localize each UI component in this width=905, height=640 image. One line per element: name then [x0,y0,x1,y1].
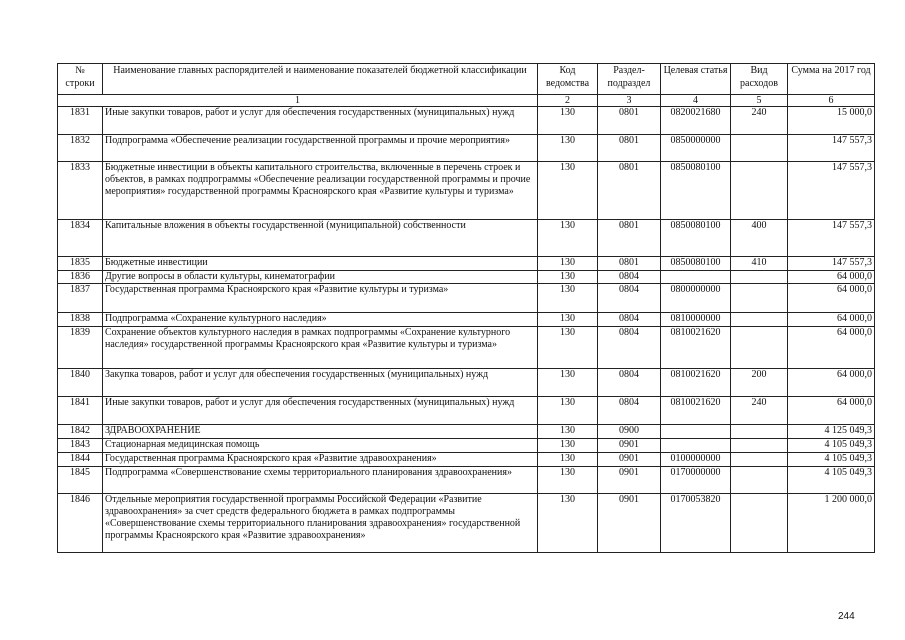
row-sum: 147 557,3 [788,162,875,220]
row-expense-type [731,327,788,369]
row-section: 0901 [598,439,661,453]
header-row-number: № строки [58,64,103,95]
row-number: 1833 [58,162,103,220]
row-expense-type [731,439,788,453]
row-name: Бюджетные инвестиции в объекты капитального строительства, включенные в перечень строек и объектов, в рамках подпрограммы «Обеспечение реализации государственной программы и прочие мероприятия» государственной программы Красноярского края «Развитие культуры и туризма» [103,162,538,220]
column-index-row [58,95,875,107]
row-target [661,439,731,453]
row-number: 1845 [58,467,103,494]
table-row [58,425,875,439]
row-section: 0901 [598,494,661,553]
column-index: 2 [538,95,598,107]
table-row [58,327,875,369]
row-number: 1844 [58,453,103,467]
column-index: 3 [598,95,661,107]
row-section: 0801 [598,162,661,220]
row-section: 0801 [598,220,661,257]
page-number: 244 [838,611,855,622]
row-section: 0804 [598,313,661,327]
row-sum: 4 105 049,3 [788,467,875,494]
row-name: Иные закупки товаров, работ и услуг для обеспечения государственных (муниципальных) нужд [103,397,538,425]
header-dept-code: Код ведомства [538,64,598,95]
row-section: 0804 [598,284,661,313]
row-name: Иные закупки товаров, работ и услуг для обеспечения государственных (муниципальных) нужд [103,107,538,135]
row-dept-code: 130 [538,369,598,397]
row-dept-code: 130 [538,220,598,257]
row-expense-type [731,284,788,313]
row-name: Капитальные вложения в объекты государственной (муниципальной) собственности [103,220,538,257]
table-row [58,107,875,135]
row-expense-type [731,162,788,220]
row-number: 1840 [58,369,103,397]
row-section: 0801 [598,135,661,162]
row-section: 0901 [598,467,661,494]
row-section: 0801 [598,107,661,135]
header-expense-type: Вид расходов [731,64,788,95]
row-target: 0850080100 [661,220,731,257]
row-dept-code: 130 [538,107,598,135]
table-row [58,453,875,467]
row-target: 0850080100 [661,257,731,271]
column-index: 4 [661,95,731,107]
row-name: Другие вопросы в области культуры, кинематографии [103,271,538,284]
row-number: 1835 [58,257,103,271]
row-sum: 64 000,0 [788,327,875,369]
row-sum: 64 000,0 [788,397,875,425]
row-dept-code: 130 [538,313,598,327]
table-row [58,439,875,453]
row-number: 1839 [58,327,103,369]
row-dept-code: 130 [538,425,598,439]
row-expense-type [731,135,788,162]
row-dept-code: 130 [538,162,598,220]
column-index: 6 [788,95,875,107]
row-expense-type [731,453,788,467]
row-sum: 64 000,0 [788,284,875,313]
row-number: 1842 [58,425,103,439]
header-section: Раздел-подраздел [598,64,661,95]
row-number: 1838 [58,313,103,327]
row-sum: 64 000,0 [788,369,875,397]
row-target: 0810021620 [661,327,731,369]
table-row [58,369,875,397]
table-row [58,257,875,271]
row-name: ЗДРАВООХРАНЕНИЕ [103,425,538,439]
table-row [58,313,875,327]
row-name: Государственная программа Красноярского края «Развитие здравоохранения» [103,453,538,467]
row-sum: 64 000,0 [788,271,875,284]
row-target [661,425,731,439]
row-section: 0804 [598,369,661,397]
table-row [58,494,875,553]
row-name: Закупка товаров, работ и услуг для обеспечения государственных (муниципальных) нужд [103,369,538,397]
header-target: Целевая статья [661,64,731,95]
row-number: 1834 [58,220,103,257]
row-number: 1836 [58,271,103,284]
row-section: 0801 [598,257,661,271]
row-dept-code: 130 [538,284,598,313]
row-name: Стационарная медицинская помощь [103,439,538,453]
row-sum: 147 557,3 [788,220,875,257]
row-sum: 4 105 049,3 [788,453,875,467]
table-row [58,397,875,425]
row-expense-type: 410 [731,257,788,271]
header-sum: Сумма на 2017 год [788,64,875,95]
table-row [58,220,875,257]
row-number: 1837 [58,284,103,313]
row-name: Отдельные мероприятия государственной программы Российской Федерации «Развитие здравоохранения» за счет средств федерального бюджета в рамках подпрограммы «Совершенствование схемы территориального планирования здравоохранения» государственной программы Красноярского края «Развитие здравоохранения» [103,494,538,553]
row-target: 0850000000 [661,135,731,162]
table-row [58,135,875,162]
row-dept-code: 130 [538,467,598,494]
row-sum: 15 000,0 [788,107,875,135]
row-dept-code: 130 [538,453,598,467]
row-expense-type [731,271,788,284]
table-row [58,284,875,313]
row-name: Сохранение объектов культурного наследия в рамках подпрограммы «Сохранение культурного наследия» государственной программы Красноярского края «Развитие культуры и туризма» [103,327,538,369]
row-expense-type [731,467,788,494]
row-target: 0170000000 [661,467,731,494]
row-expense-type: 240 [731,397,788,425]
row-target: 0850080100 [661,162,731,220]
row-number: 1841 [58,397,103,425]
row-expense-type: 240 [731,107,788,135]
row-target [661,271,731,284]
row-expense-type: 400 [731,220,788,257]
row-sum: 147 557,3 [788,257,875,271]
row-section: 0804 [598,271,661,284]
row-dept-code: 130 [538,439,598,453]
row-name: Подпрограмма «Обеспечение реализации государственной программы и прочие мероприятия» [103,135,538,162]
row-expense-type [731,494,788,553]
row-expense-type [731,313,788,327]
column-index: 5 [731,95,788,107]
row-section: 0901 [598,453,661,467]
row-number: 1843 [58,439,103,453]
row-dept-code: 130 [538,257,598,271]
row-target: 0170053820 [661,494,731,553]
row-target: 0810000000 [661,313,731,327]
row-name: Государственная программа Красноярского края «Развитие культуры и туризма» [103,284,538,313]
row-name: Подпрограмма «Сохранение культурного наследия» [103,313,538,327]
row-section: 0804 [598,397,661,425]
row-expense-type [731,425,788,439]
row-sum: 147 557,3 [788,135,875,162]
header-name: Наименование главных распорядителей и наименование показателей бюджетной классификации [103,64,538,95]
table-header-row [58,64,875,95]
row-expense-type: 200 [731,369,788,397]
row-dept-code: 130 [538,135,598,162]
row-target: 0820021680 [661,107,731,135]
row-number: 1846 [58,494,103,553]
row-dept-code: 130 [538,397,598,425]
row-target: 0800000000 [661,284,731,313]
row-section: 0804 [598,327,661,369]
table-row [58,467,875,494]
row-target: 0100000000 [661,453,731,467]
row-number: 1832 [58,135,103,162]
row-name: Бюджетные инвестиции [103,257,538,271]
row-sum: 4 125 049,3 [788,425,875,439]
row-target: 0810021620 [661,369,731,397]
row-dept-code: 130 [538,327,598,369]
row-name: Подпрограмма «Совершенствование схемы территориального планирования здравоохранения» [103,467,538,494]
row-dept-code: 130 [538,494,598,553]
row-number: 1831 [58,107,103,135]
table-row [58,162,875,220]
row-section: 0900 [598,425,661,439]
row-sum: 64 000,0 [788,313,875,327]
budget-table [57,63,875,553]
row-dept-code: 130 [538,271,598,284]
row-target: 0810021620 [661,397,731,425]
row-sum: 4 105 049,3 [788,439,875,453]
row-sum: 1 200 000,0 [788,494,875,553]
column-index: 1 [58,95,538,107]
table-row [58,271,875,284]
